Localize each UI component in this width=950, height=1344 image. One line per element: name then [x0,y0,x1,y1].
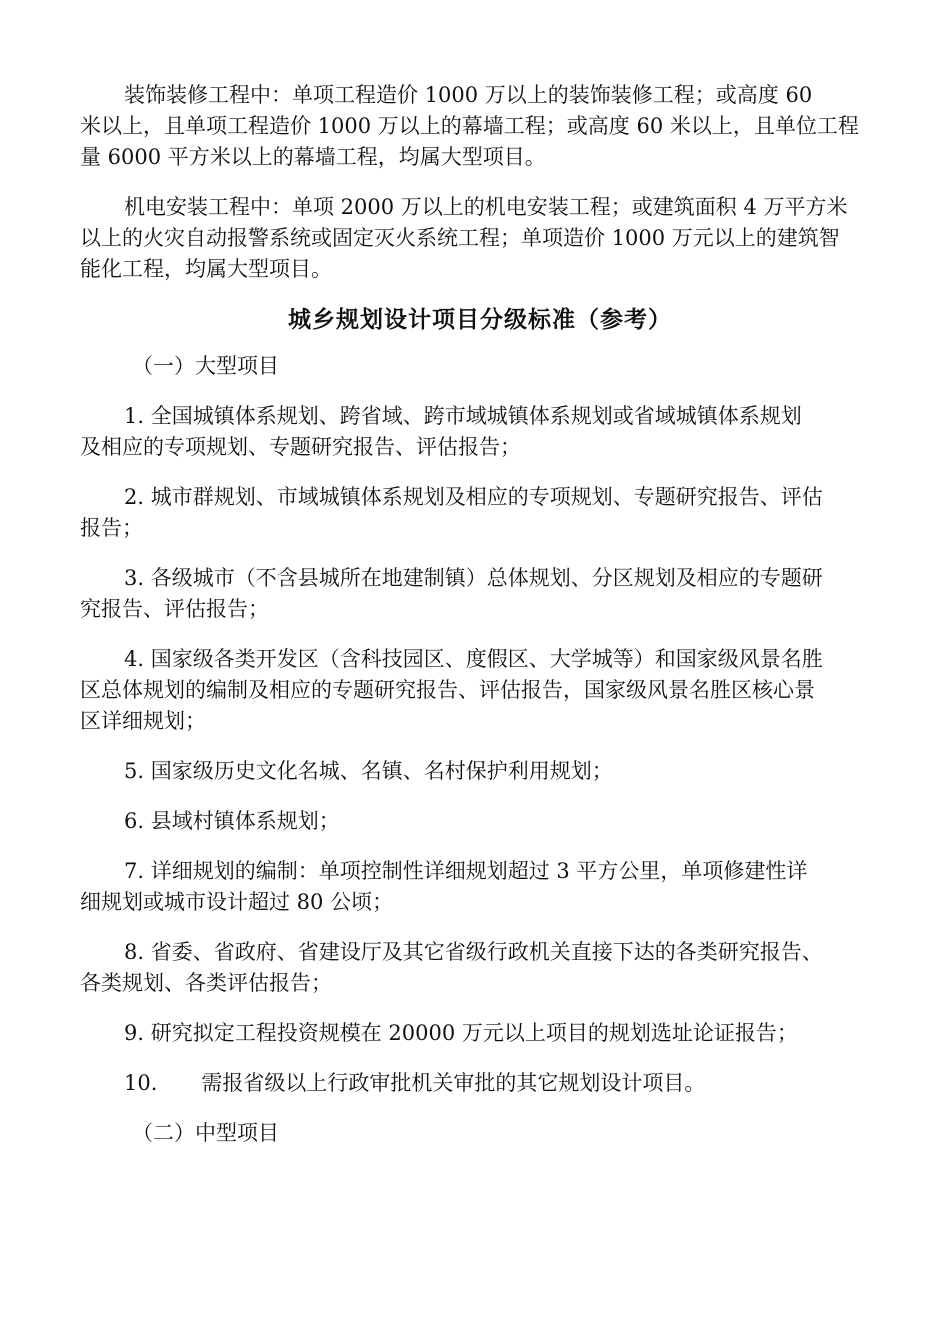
text-line: 5. 国家级历史文化名城、名镇、名村保护利用规划； [124,759,613,783]
list-item [80,756,880,787]
document-page [80,80,880,1149]
text-line: 7. 详细规划的编制：单项控制性详细规划超过 3 平方公里，单项修建性详 [124,859,808,883]
text-line: 细规划或城市设计超过 80 公顷； [80,890,394,914]
text-line: 6. 县域村镇体系规划； [124,809,340,833]
list-item [80,1018,880,1049]
text-line: 8. 省委、省政府、省建设厅及其它省级行政机关直接下达的各类研究报告、 [124,940,823,964]
text-line: 量 6000 平方米以上的幕墙工程，均属大型项目。 [80,145,546,169]
text-line: 米以上，且单项工程造价 1000 万以上的幕墙工程；或高度 60 米以上，且单位工程 [80,114,859,138]
section-title-large-projects: （一）大型项目 [132,354,279,378]
text-line: 区总体规划的编制及相应的专题研究报告、评估报告，国家级风景名胜区核心景 [80,678,815,702]
text-line: 报告； [80,516,143,540]
paragraph-electromechanical [80,192,880,285]
text-line: 装饰装修工程中：单项工程造价 1000 万以上的装饰装修工程；或高度 60 [124,83,813,107]
list-item [80,482,880,544]
text-line: 1. 全国城镇体系规划、跨省域、跨市域城镇体系规划或省域城镇体系规划 [124,404,802,428]
list-item [80,644,880,737]
item-text: 需报省级以上行政审批机关审批的其它规划设计项目。 [201,1071,706,1095]
list-item [80,1068,880,1099]
text-line: 4. 国家级各类开发区（含科技园区、度假区、大学城等）和国家级风景名胜 [124,647,823,671]
text-line: 能化工程，均属大型项目。 [80,257,332,281]
list-item [80,806,880,837]
list-item [80,856,880,918]
text-line: 以上的火灾自动报警系统或固定灭火系统工程；单项造价 1000 万元以上的建筑智 [80,226,840,250]
text-line: 各类规划、各类评估报告； [80,971,332,995]
text-line: 及相应的专项规划、专题研究报告、评估报告； [80,435,521,459]
text-line: 区详细规划； [80,709,206,733]
list-item [80,937,880,999]
section-title-medium-projects: （二）中型项目 [132,1121,279,1145]
text-line: 9. 研究拟定工程投资规模在 20000 万元以上项目的规划选址论证报告； [124,1021,798,1045]
item-number: 10. [124,1071,158,1095]
text-line: 3. 各级城市（不含县城所在地建制镇）总体规划、分区规划及相应的专题研 [124,566,823,590]
text-line: 2. 城市群规划、市域城镇体系规划及相应的专项规划、专题研究报告、评估 [124,485,823,509]
list-item [80,401,880,463]
section-heading: 城乡规划设计项目分级标准（参考） [288,307,672,333]
paragraph-decoration [80,80,880,173]
list-item [80,563,880,625]
text-line: 机电安装工程中：单项 2000 万以上的机电安装工程；或建筑面积 4 万平方米 [124,195,848,219]
text-line: 究报告、评估报告； [80,597,269,621]
